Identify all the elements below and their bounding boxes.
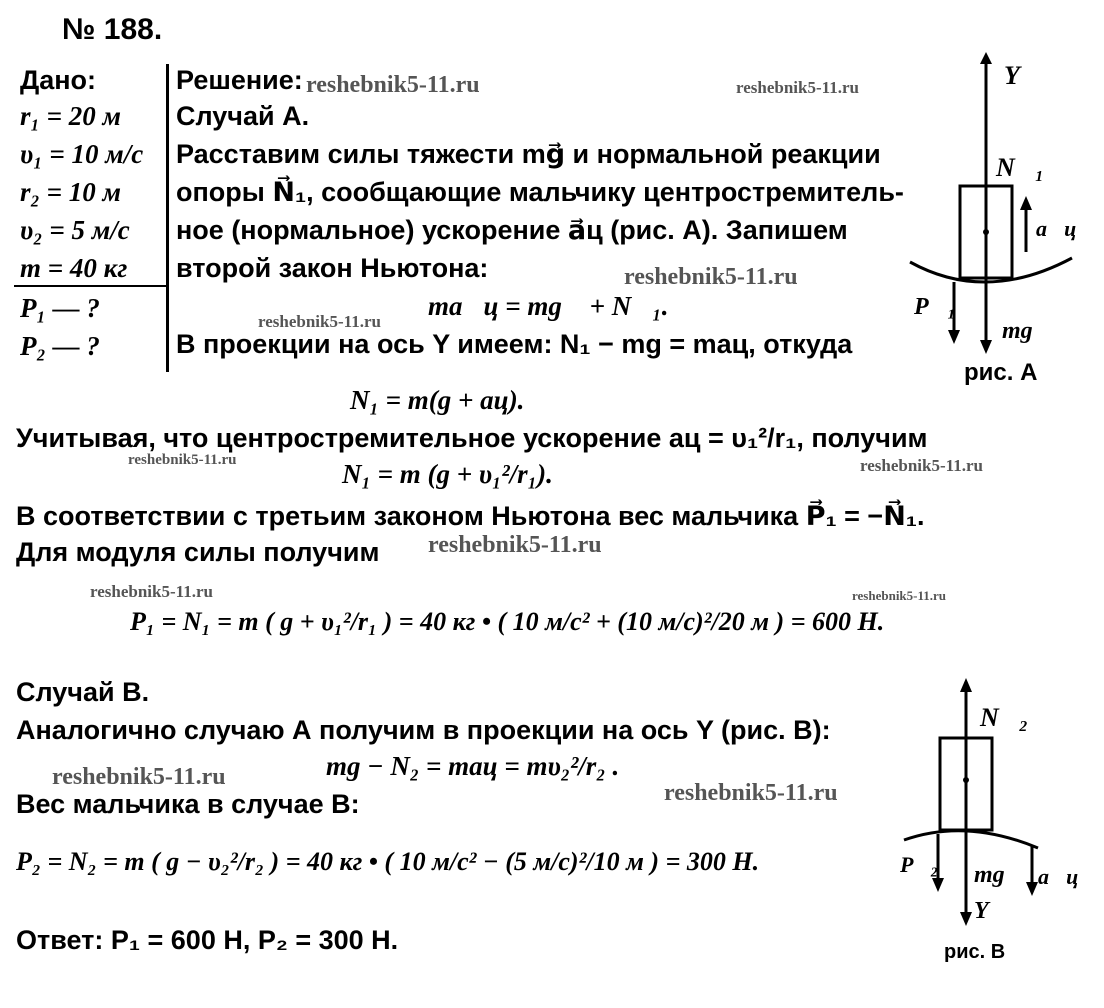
equation-n1-full: N₁ = m (g + υ₁²/r₁). xyxy=(342,459,553,489)
case-a-text: опоры N⃗₁, сообщающие мальчику центростремитель- xyxy=(176,177,904,207)
watermark: reshebnik5-11.ru xyxy=(306,72,480,98)
watermark: reshebnik5-11.ru xyxy=(736,78,859,97)
label-p2: P⃗₂ xyxy=(900,852,939,877)
equation-newton-a: ma⃗ц = mg⃗ + N⃗₁. xyxy=(428,291,669,321)
case-a-text: ное (нормальное) ускорение a⃗ц (рис. А). Запишем xyxy=(176,215,848,245)
caption-b: рис. В xyxy=(944,941,1006,963)
centripetal-text: Учитывая, что центростремительное ускорение aц = υ₁²/r₁, получим xyxy=(16,423,928,453)
equation-b: mg − N₂ = maц = mυ₂²/r₂ . xyxy=(326,751,620,781)
watermark: reshebnik5-11.ru xyxy=(258,312,381,331)
surface-arc xyxy=(904,831,1038,848)
given-line: r₂ = 10 м xyxy=(20,177,122,207)
weight-b-text: Вес мальчика в случае В: xyxy=(16,789,360,819)
given-line: υ₂ = 5 м/с xyxy=(20,215,130,245)
given-line: υ₁ = 10 м/с xyxy=(20,139,144,169)
case-a-text: второй закон Ньютона: xyxy=(176,253,489,283)
unknown-p2: P₂ — ? xyxy=(20,331,100,361)
case-b-title: Случай В. xyxy=(16,677,150,707)
watermark: reshebnik5-11.ru xyxy=(852,588,947,603)
case-b-text: Аналогично случаю А получим в проекции на ось Y (рис. В): xyxy=(16,715,831,745)
watermark: reshebnik5-11.ru xyxy=(90,582,213,601)
equation-p1: P₁ = N₁ = m ( g + υ₁²/r₁ ) = 40 кг • ( 10 м/с² + (10 м/с)²/20 м ) = 600 Н. xyxy=(130,607,885,636)
third-law-text: Для модуля силы получим xyxy=(16,537,380,567)
given-line: m = 40 кг xyxy=(20,253,128,283)
case-a-text: Расставим силы тяжести mg⃗ и нормальной реакции xyxy=(176,139,881,169)
watermark: reshebnik5-11.ru xyxy=(624,264,798,290)
unknown-p1: P₁ — ? xyxy=(20,293,100,323)
solution-header: Решение: xyxy=(176,65,303,95)
label-p1: P⃗₁ xyxy=(914,294,956,320)
watermark: reshebnik5-11.ru xyxy=(428,532,602,558)
watermark: reshebnik5-11.ru xyxy=(860,456,983,475)
case-a-title: Случай А. xyxy=(176,101,310,131)
label-mg: mg⃗ xyxy=(974,862,1024,888)
label-a: a⃗ц xyxy=(1038,864,1079,889)
watermark: reshebnik5-11.ru xyxy=(664,780,838,806)
label-n1: N⃗₁ xyxy=(996,153,1045,182)
figure-b xyxy=(890,672,1090,968)
figure-a xyxy=(900,50,1080,390)
label-n2: N⃗₂ xyxy=(980,703,1029,732)
third-law-text: В соответствии с третьим законом Ньютона вес мальчика P⃗₁ = −N⃗₁. xyxy=(16,501,925,531)
watermark: reshebnik5-11.ru xyxy=(52,764,226,790)
label-mg: mg⃗ xyxy=(1002,318,1052,344)
given-header: Дано: xyxy=(20,65,97,95)
given-line: r₁ = 20 м xyxy=(20,101,122,131)
caption-a: рис. А xyxy=(964,359,1038,386)
given-separator xyxy=(166,64,169,372)
equation-p2: P₂ = N₂ = m ( g − υ₂²/r₂ ) = 40 кг • ( 10 м/с² − (5 м/с)²/10 м ) = 300 Н. xyxy=(16,847,760,876)
axis-label-y: Y xyxy=(1004,61,1020,90)
given-divider xyxy=(14,285,166,287)
problem-number: № 188. xyxy=(62,13,163,46)
answer: Ответ: P₁ = 600 Н, P₂ = 300 Н. xyxy=(16,925,399,955)
projection-a: В проекции на ось Y имеем: N₁ − mg = maц, откуда xyxy=(176,329,853,359)
axis-label-y: Y xyxy=(974,898,989,924)
watermark: reshebnik5-11.ru xyxy=(128,452,237,468)
label-a: a⃗ц xyxy=(1036,216,1077,241)
equation-n1: N₁ = m(g + aц). xyxy=(350,385,525,415)
